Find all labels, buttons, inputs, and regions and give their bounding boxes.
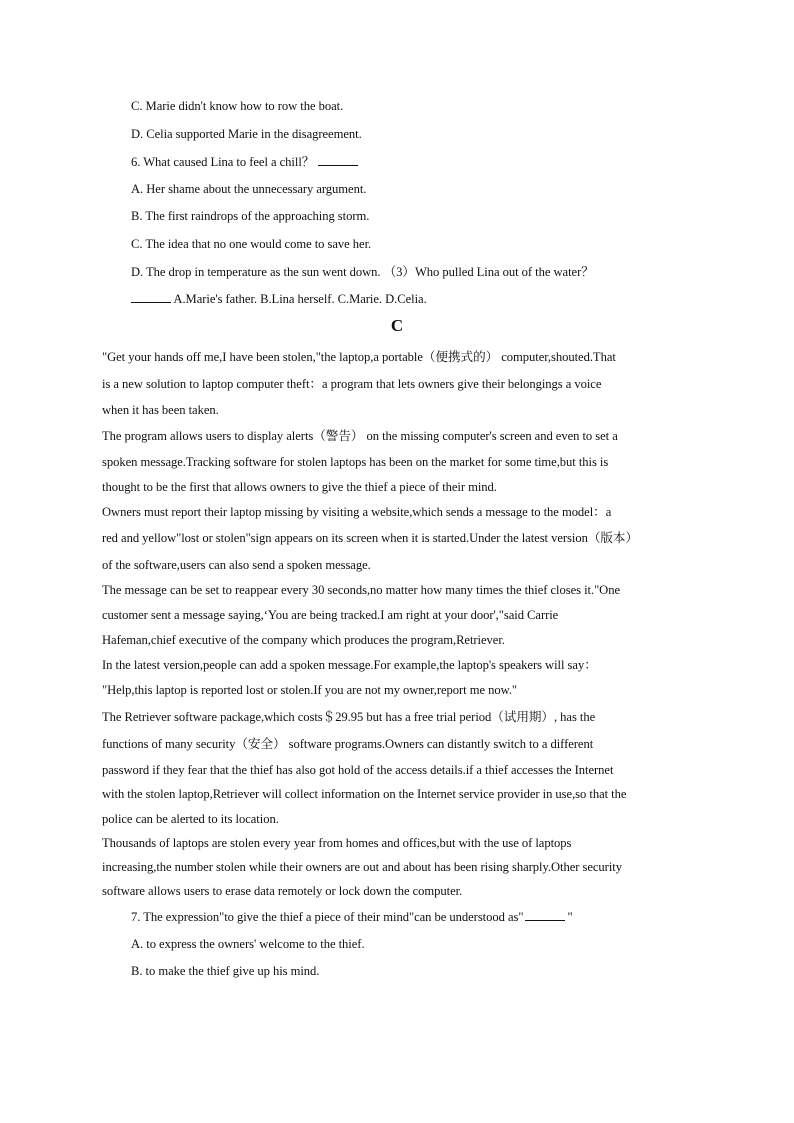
- passage-line: spoken message.Tracking software for stolen laptops has been on the market for some time,but this is: [102, 455, 609, 469]
- passage-line: thought to be the first that allows owners to give the thief a piece of their mind.: [102, 480, 497, 494]
- passage-line: The program allows users to display alerts（警告） on the missing computer's screen and even to set a: [102, 429, 618, 443]
- passage-line: with the stolen laptop,Retriever will collect information on the Internet service provider in use,so that the: [102, 787, 627, 801]
- passage-line: The message can be set to reappear every 30 seconds,no matter how many times the thief closes it."One: [102, 583, 621, 597]
- passage-line: red and yellow"lost or stolen"sign appears on its screen when it is started.Under the latest version（版本）: [102, 531, 639, 545]
- passage-line: software allows users to erase data remotely or lock down the computer.: [102, 884, 463, 898]
- q6-option-d: D. The drop in temperature as the sun went down. （3）Who pulled Lina out of the water？: [131, 265, 594, 279]
- passage-line: Thousands of laptops are stolen every year from homes and offices,but with the use of laptops: [102, 836, 572, 850]
- answer-blank: [131, 290, 171, 303]
- q7-stem: [131, 908, 573, 925]
- q5-option-d: D. Celia supported Marie in the disagreement.: [131, 127, 362, 141]
- q3-options: [131, 290, 427, 307]
- q6-stem-text: 6. What caused Lina to feel a chill？: [131, 155, 315, 169]
- passage-line: "Get your hands off me,I have been stolen,"the laptop,a portable（便携式的） computer,shouted.That: [102, 350, 616, 364]
- q3-options-text: A.Marie's father. B.Lina herself. C.Marie. D.Celia.: [171, 292, 427, 306]
- q6-option-a: A. Her shame about the unnecessary argument.: [131, 182, 367, 196]
- answer-blank: [318, 153, 358, 166]
- q6-option-b: B. The first raindrops of the approaching storm.: [131, 209, 370, 223]
- q6-option-c: C. The idea that no one would come to save her.: [131, 237, 372, 251]
- passage-line: customer sent a message saying,‘You are being tracked.I am right at your door',"said Carrie: [102, 608, 559, 622]
- passage-line: of the software,users can also send a spoken message.: [102, 558, 371, 572]
- passage-line: The Retriever software package,which costs＄29.95 but has a free trial period（试用期）, has the: [102, 710, 596, 724]
- passage-line: when it has been taken.: [102, 403, 219, 417]
- passage-line: Hafeman,chief executive of the company which produces the program,Retriever.: [102, 633, 505, 647]
- passage-line: is a new solution to laptop computer theft：a program that lets owners give their belongings a voice: [102, 377, 602, 391]
- passage-line: functions of many security（安全） software programs.Owners can distantly switch to a different: [102, 737, 594, 751]
- passage-line: police can be alerted to its location.: [102, 812, 279, 826]
- q7-stem-text: 7. The expression"to give the thief a piece of their mind"can be understood as": [131, 910, 524, 924]
- passage-line: In the latest version,people can add a spoken message.For example,the laptop's speakers will say：: [102, 658, 597, 672]
- passage-line: Owners must report their laptop missing by visiting a website,which sends a message to the model：a: [102, 505, 612, 519]
- q7-option-a: A. to express the owners' welcome to the thief.: [131, 937, 365, 951]
- q5-option-c: C. Marie didn't know how to row the boat.: [131, 99, 344, 113]
- section-heading: C: [390, 316, 404, 335]
- q7-stem-close: ": [567, 910, 573, 924]
- passage-line: increasing,the number stolen while their owners are out and about has been rising sharply.Other security: [102, 860, 622, 874]
- passage-line: password if they fear that the thief has also got hold of the access details.if a thief accesses the Internet: [102, 763, 614, 777]
- q6-stem: [131, 153, 358, 170]
- answer-blank: [525, 908, 565, 921]
- passage-line: "Help,this laptop is reported lost or stolen.If you are not my owner,report me now.": [102, 683, 518, 697]
- q7-option-b: B. to make the thief give up his mind.: [131, 964, 320, 978]
